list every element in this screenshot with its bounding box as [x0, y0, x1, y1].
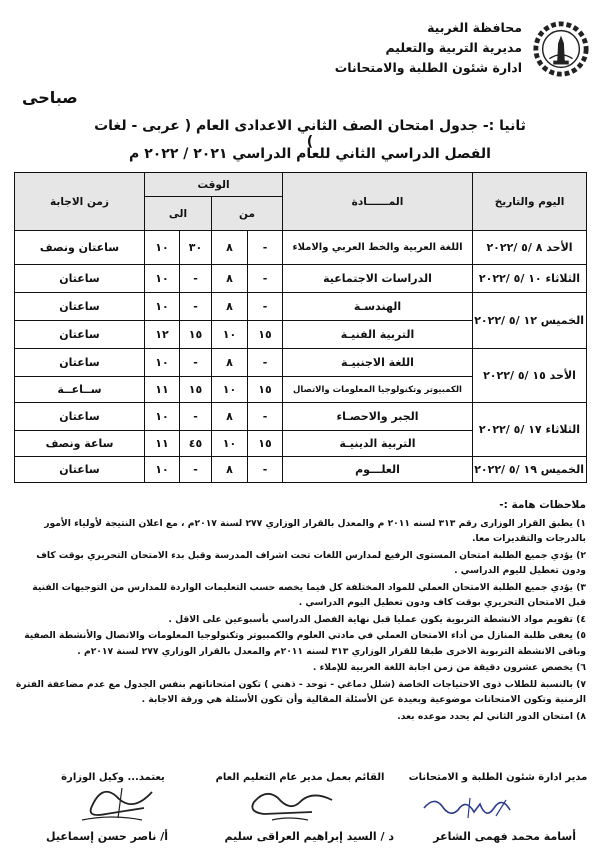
directorate-label: مديرية التربية والتعليم [385, 40, 522, 55]
row-to-minute: - [180, 457, 212, 483]
row-subject: الهندسـة [283, 293, 473, 321]
row-from-hour: ٨ [212, 265, 248, 293]
handwritten-signature-icon [410, 790, 520, 824]
row-subject: العلـــوم [283, 457, 473, 483]
note-item: ١) يطبق القرار الوزارى رقم ٣١٣ لسنه ٢٠١١ م والمعدل بالقرار الوزاري ٢٧٧ لسنة ٢٠١٧م ، مع اعلان النتيجة لأولياء الأمور بالدرجات والتقديرات معا. [44, 517, 586, 544]
row-from-minute: - [248, 293, 283, 321]
row-from-hour: ٨ [212, 231, 248, 265]
row-subject: اللغة الاجنبيـة [283, 349, 473, 377]
table-row [15, 293, 587, 321]
note-item: ٢) يؤدي جميع الطلبة امتحان المستوى الرفيع لمدارس اللغات تحت اشراف المدرسة وقبل بدء الامتحان التحريري بوقت كاف ودون تعطيل لليوم الدراسي . [36, 549, 586, 576]
row-to-minute: ١٥ [180, 321, 212, 349]
table-row [15, 265, 587, 293]
semester-title: الفصل الدراسي الثاني للعام الدراسي ٢٠٢١ / ٢٠٢٢ م [129, 146, 491, 162]
header-from: من [212, 197, 283, 231]
row-duration: ساعتان [15, 293, 145, 321]
row-to-minute: - [180, 293, 212, 321]
row-from-hour: ٨ [212, 293, 248, 321]
signatures-block [0, 772, 600, 860]
table-row [15, 231, 587, 265]
row-to-minute: ١٥ [180, 377, 212, 403]
signature-middle [200, 772, 400, 843]
schedule-title: ثانيا :- جدول امتحان الصف الثاني الاعدادى العام ( عربى - لغات ) [94, 118, 526, 150]
row-from-hour: ٨ [212, 457, 248, 483]
governorate-label: محافظة الغربية [427, 20, 522, 35]
row-from-minute: - [248, 349, 283, 377]
notes-section [14, 498, 586, 725]
row-subject: الجبر والاحصـاء [283, 403, 473, 431]
row-to-hour: ١١ [145, 377, 180, 403]
table-row [15, 457, 587, 483]
row-day: الثلاثاء ١٧ /٥ /٢٠٢٢ [473, 403, 587, 457]
row-to-minute: - [180, 403, 212, 431]
row-to-minute: - [180, 349, 212, 377]
row-from-minute: - [248, 265, 283, 293]
row-to-hour: ١٠ [145, 265, 180, 293]
table-row [15, 403, 587, 431]
row-duration: ساعتان [15, 265, 145, 293]
handwritten-signature-icon [242, 786, 338, 826]
department-label: ادارة شئون الطلبة والامتحانات [334, 60, 522, 75]
exam-schedule-table [14, 172, 587, 483]
header-time: الوقت [145, 173, 283, 197]
signature-name: أسامة محمد فهمى الشاعر [433, 830, 576, 843]
header-to: الى [145, 197, 212, 231]
note-item: ٦) يخصص عشرون دقيقة من زمن اجابة اللغة العربية للإملاء . [312, 662, 586, 673]
row-to-hour: ١١ [145, 431, 180, 457]
row-to-hour: ١٠ [145, 293, 180, 321]
signature-left [28, 772, 198, 843]
row-to-hour: ١٠ [145, 349, 180, 377]
document-header [0, 12, 600, 107]
row-to-minute: ٤٥ [180, 431, 212, 457]
row-duration: ساعتان ونصف [15, 231, 145, 265]
row-day: الخميس ١٢ /٥ /٢٠٢٢ [473, 293, 587, 349]
notes-title: ملاحظات هامة :- [499, 499, 586, 511]
row-to-minute: ٣٠ [180, 231, 212, 265]
row-day: الأحد ١٥ /٥ /٢٠٢٢ [473, 349, 587, 403]
row-duration: ساعتان [15, 403, 145, 431]
table-header-row [15, 173, 587, 197]
note-item: ٣) يؤدي جميع الطلبة الامتحان العملي للمواد المختلفة كل فيما يخصه حسب التعليمات الواردة للمدارس من التوجيهات الفنية قبل الامتحان التحريري بوقت كاف ودون تعطيل اليوم الدراسي . [32, 581, 586, 608]
row-from-minute: - [248, 231, 283, 265]
row-subject: التربية الدينيـة [283, 431, 473, 457]
table-row [15, 349, 587, 377]
row-to-minute: - [180, 265, 212, 293]
row-from-minute: ١٥ [248, 321, 283, 349]
row-to-hour: ١٢ [145, 321, 180, 349]
signature-name: أ/ ناصر حسن إسماعيل [46, 830, 168, 843]
row-from-minute: - [248, 457, 283, 483]
row-day: الأحد ٨ /٥ /٢٠٢٢ [473, 231, 587, 265]
row-from-minute: ١٥ [248, 377, 283, 403]
row-duration: ســاعــة [15, 377, 145, 403]
organization-block [335, 18, 522, 78]
row-duration: ساعتان [15, 321, 145, 349]
row-from-hour: ٨ [212, 403, 248, 431]
row-subject: الدراسات الاجتماعية [283, 265, 473, 293]
row-from-hour: ٨ [212, 349, 248, 377]
row-duration: ساعة ونصف [15, 431, 145, 457]
row-subject: الكمبيوتر وتكنولوجيا المعلومات والاتصال [283, 377, 473, 403]
row-from-hour: ١٠ [212, 321, 248, 349]
row-day: الخميس ١٩ /٥ /٢٠٢٢ [473, 457, 587, 483]
note-item: ٥) يعفى طلبة المنازل من أداء الامتحان العملي في مادتي العلوم والكمبيوتر وتكنولوجيا المعلومات والاتصال والأنشطة الصفية وباقى الانشطة التربوية الاخرى طبقا للقرار الوزاري ٣١٣ لسنه ٢٠١١م والمعدل بالقرار الوزاري ٢٧٧ لسنة ٢٠١٧م . [24, 630, 586, 657]
header-duration: زمن الاجابة [15, 173, 145, 231]
row-duration: ساعتان [15, 349, 145, 377]
signature-role: يعتمد... وكيل الوزارة [61, 772, 165, 783]
row-to-hour: ١٠ [145, 403, 180, 431]
row-to-hour: ١٠ [145, 457, 180, 483]
signature-name: د / السيد إبراهيم العراقى سليم [224, 830, 394, 843]
signature-role: مدير ادارة شئون الطلبة و الامتحانات [408, 772, 588, 783]
header-day: اليوم والتاريخ [473, 173, 587, 231]
header-subject: المــــــادة [283, 173, 473, 231]
row-subject: اللغة العربية والخط العربي والاملاء [283, 231, 473, 265]
handwritten-signature-icon [72, 784, 162, 824]
note-item: ٧) بالنسبة للطلاب ذوى الاحتياجات الخاصة (شلل دماغي - توحد - ذهني ) تكون امتحاناتهم بنفس الجدول مع عدم مضاعفة الفترة الزمنية وتكون الامتحانات موضوعية وبعيدة عن الأسئلة المقالية وأن تكون الأسئلة هي ورقة الاجابة . [15, 678, 586, 705]
row-from-minute: ١٥ [248, 431, 283, 457]
row-subject: التربية الفنيـة [283, 321, 473, 349]
row-duration: ساعتان [15, 457, 145, 483]
note-item: ٤) تقويم مواد الانشطة التربوية يكون عمليا قبل نهاية الفصل الدراسي بأسبوعين على الاقل . [168, 613, 586, 625]
signature-right [408, 772, 588, 843]
signature-role: القائم بعمل مدير عام التعليم العام [215, 772, 385, 783]
row-from-minute: - [248, 403, 283, 431]
session-label: صباحى [22, 88, 78, 107]
row-from-hour: ١٠ [212, 377, 248, 403]
ministry-logo-icon [532, 20, 590, 78]
row-day: الثلاثاء ١٠ /٥ /٢٠٢٢ [473, 265, 587, 293]
note-item: ٨) امتحان الدور الثاني لم يحدد موعده بعد. [397, 710, 586, 722]
row-from-hour: ١٠ [212, 431, 248, 457]
row-to-hour: ١٠ [145, 231, 180, 265]
